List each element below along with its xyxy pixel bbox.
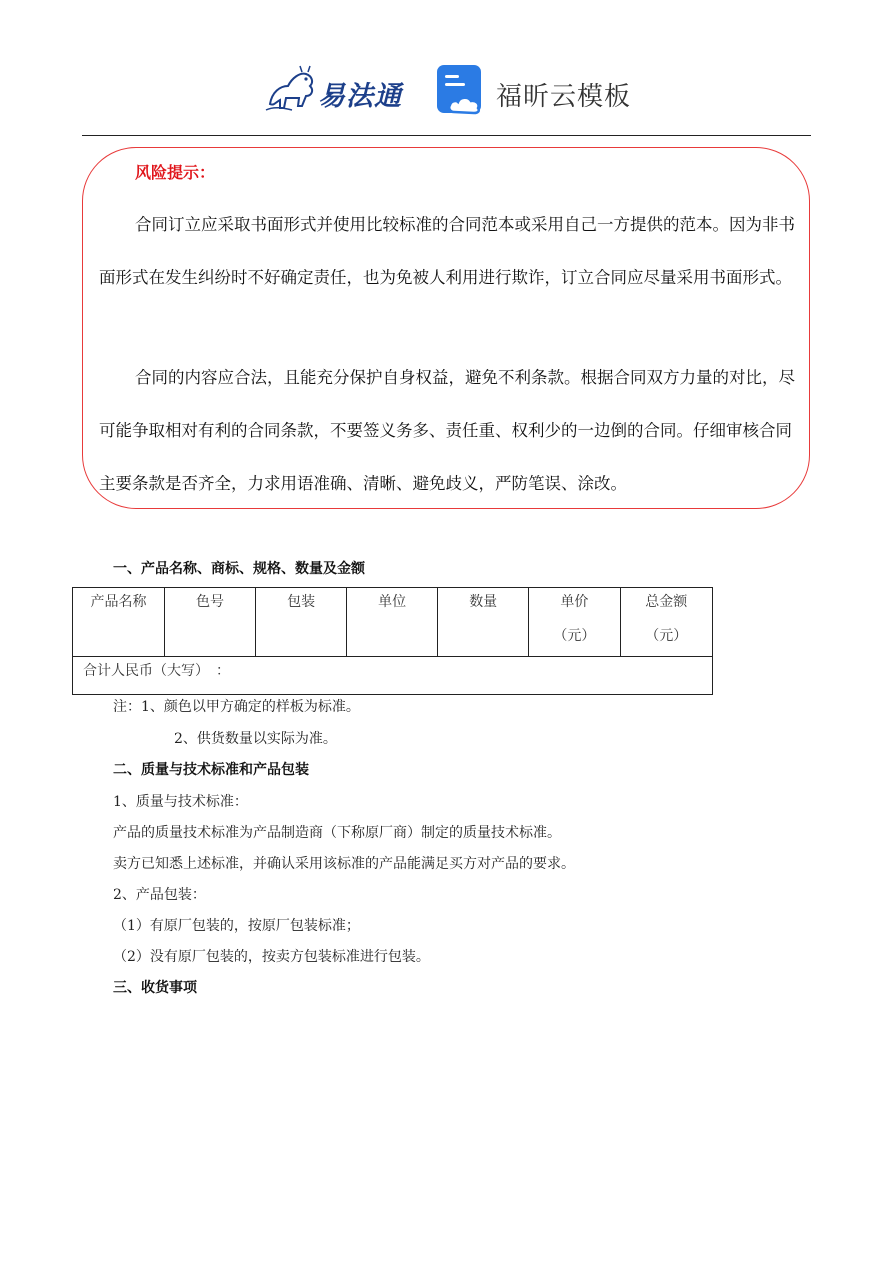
table-header-cell: 数量 — [438, 588, 529, 657]
risk-notice-box — [82, 147, 810, 509]
quality-text-2: 卖方已知悉上述标准，并确认采用该标准的产品能满足买方对产品的要求。 — [113, 856, 575, 872]
table-header-cell: 产品名称 — [73, 588, 165, 657]
packaging-item-1: （1）有原厂包装的，按原厂包装标准； — [113, 918, 360, 934]
risk-paragraph-1: 合同订立应采取书面形式并使用比较标准的合同范本或采用自己一方提供的范本。因为非书面形式在发生纠纷时不好确定责任，也为免被人利用进行欺诈，订立合同应尽量采用书面形式。 — [99, 215, 795, 287]
note-2: 2、供货数量以实际为准。 — [174, 731, 337, 747]
section-1-heading: 一、产品名称、商标、规格、数量及金额 — [113, 561, 365, 577]
table-header-cell: 包装 — [256, 588, 347, 657]
section-2-heading: 二、质量与技术标准和产品包装 — [113, 762, 309, 778]
note-1: 注：1、颜色以甲方确定的样板为标准。 — [113, 699, 360, 715]
table-header-cell: 单价 （元） — [529, 588, 620, 657]
page-header — [0, 60, 893, 120]
quality-subheading: 1、质量与技术标准： — [113, 794, 248, 810]
quality-text-1: 产品的质量技术标准为产品制造商（下称原厂商）制定的质量技术标准。 — [113, 825, 561, 841]
packaging-item-2: （2）没有原厂包装的，按卖方包装标准进行包装。 — [113, 949, 430, 965]
section-3-heading: 三、收货事项 — [113, 980, 197, 996]
qilin-mascot-icon — [262, 64, 320, 116]
risk-paragraph-2: 合同的内容应合法，且能充分保护自身权益，避免不利条款。根据合同双方力量的对比，尽可能争取相对有利的合同条款，不要签义务多、责任重、权利少的一边倒的合同。仔细审核合同主要条款是否齐全，力求用语准确、清晰、避免歧义，严防笔误、涂改。 — [99, 368, 795, 493]
table-header-row — [73, 588, 713, 657]
table-header-cell: 总金额 （元） — [620, 588, 712, 657]
packaging-subheading: 2、产品包装： — [113, 887, 206, 903]
table-header-cell: 色号 — [165, 588, 256, 657]
brand2-text: 福昕云模板 — [496, 82, 632, 112]
foxit-template-logo — [436, 64, 636, 116]
product-table — [72, 587, 713, 695]
table-header-cell: 单位 — [347, 588, 438, 657]
risk-notice-title: 风险提示： — [135, 163, 216, 182]
table-total-row — [73, 657, 713, 695]
header-divider — [82, 135, 811, 136]
cloud-document-icon — [436, 64, 488, 116]
total-amount-label: 合计人民币（大写） ： — [73, 657, 713, 695]
brand1-text: 易法通 — [318, 81, 402, 112]
yifatong-logo — [262, 64, 412, 116]
